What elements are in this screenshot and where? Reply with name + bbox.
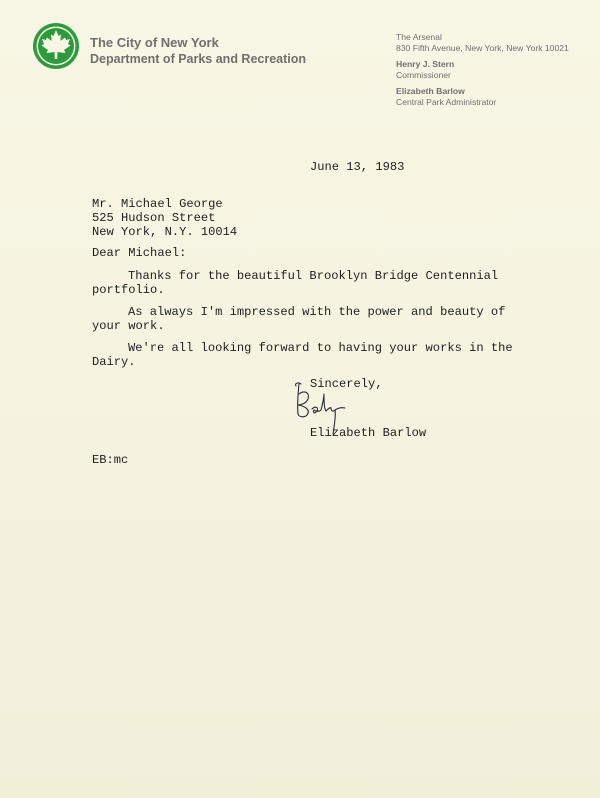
recipient-line-1: Mr. Michael George bbox=[92, 197, 223, 211]
paragraph-3-line-2: Dairy. bbox=[92, 355, 136, 369]
closing: Sincerely, bbox=[310, 377, 383, 391]
organization-name bbox=[90, 35, 306, 67]
salutation: Dear Michael: bbox=[92, 246, 187, 260]
parks-maple-leaf-logo-icon bbox=[32, 22, 80, 70]
org-line-1: The City of New York bbox=[90, 35, 219, 50]
recipient-line-3: New York, N.Y. 10014 bbox=[92, 225, 238, 239]
paragraph-2-line-1: As always I'm impressed with the power and beauty of bbox=[128, 305, 506, 319]
address: 830 Fifth Avenue, New York, New York 10021 bbox=[396, 42, 569, 53]
typist-initials: EB:mc bbox=[92, 453, 129, 467]
letter-date: June 13, 1983 bbox=[310, 160, 405, 174]
commissioner-title: Commissioner bbox=[396, 69, 451, 80]
signer-name: Elizabeth Barlow bbox=[310, 426, 427, 440]
recipient-line-2: 525 Hudson Street bbox=[92, 211, 216, 225]
letterhead-contacts bbox=[396, 32, 569, 107]
paragraph-1-line-1: Thanks for the beautiful Brooklyn Bridge Centennial bbox=[128, 269, 499, 283]
administrator-title: Central Park Administrator bbox=[396, 96, 497, 107]
commissioner-name: Henry J. Stern bbox=[396, 59, 455, 69]
paragraph-2-line-2: your work. bbox=[92, 319, 165, 333]
administrator-name: Elizabeth Barlow bbox=[396, 86, 465, 96]
paragraph-1-line-2: portfolio. bbox=[92, 283, 165, 297]
org-line-2: Department of Parks and Recreation bbox=[90, 52, 307, 66]
address-name: The Arsenal bbox=[396, 32, 442, 42]
paragraph-3-line-1: We're all looking forward to having your works in the bbox=[128, 341, 513, 355]
